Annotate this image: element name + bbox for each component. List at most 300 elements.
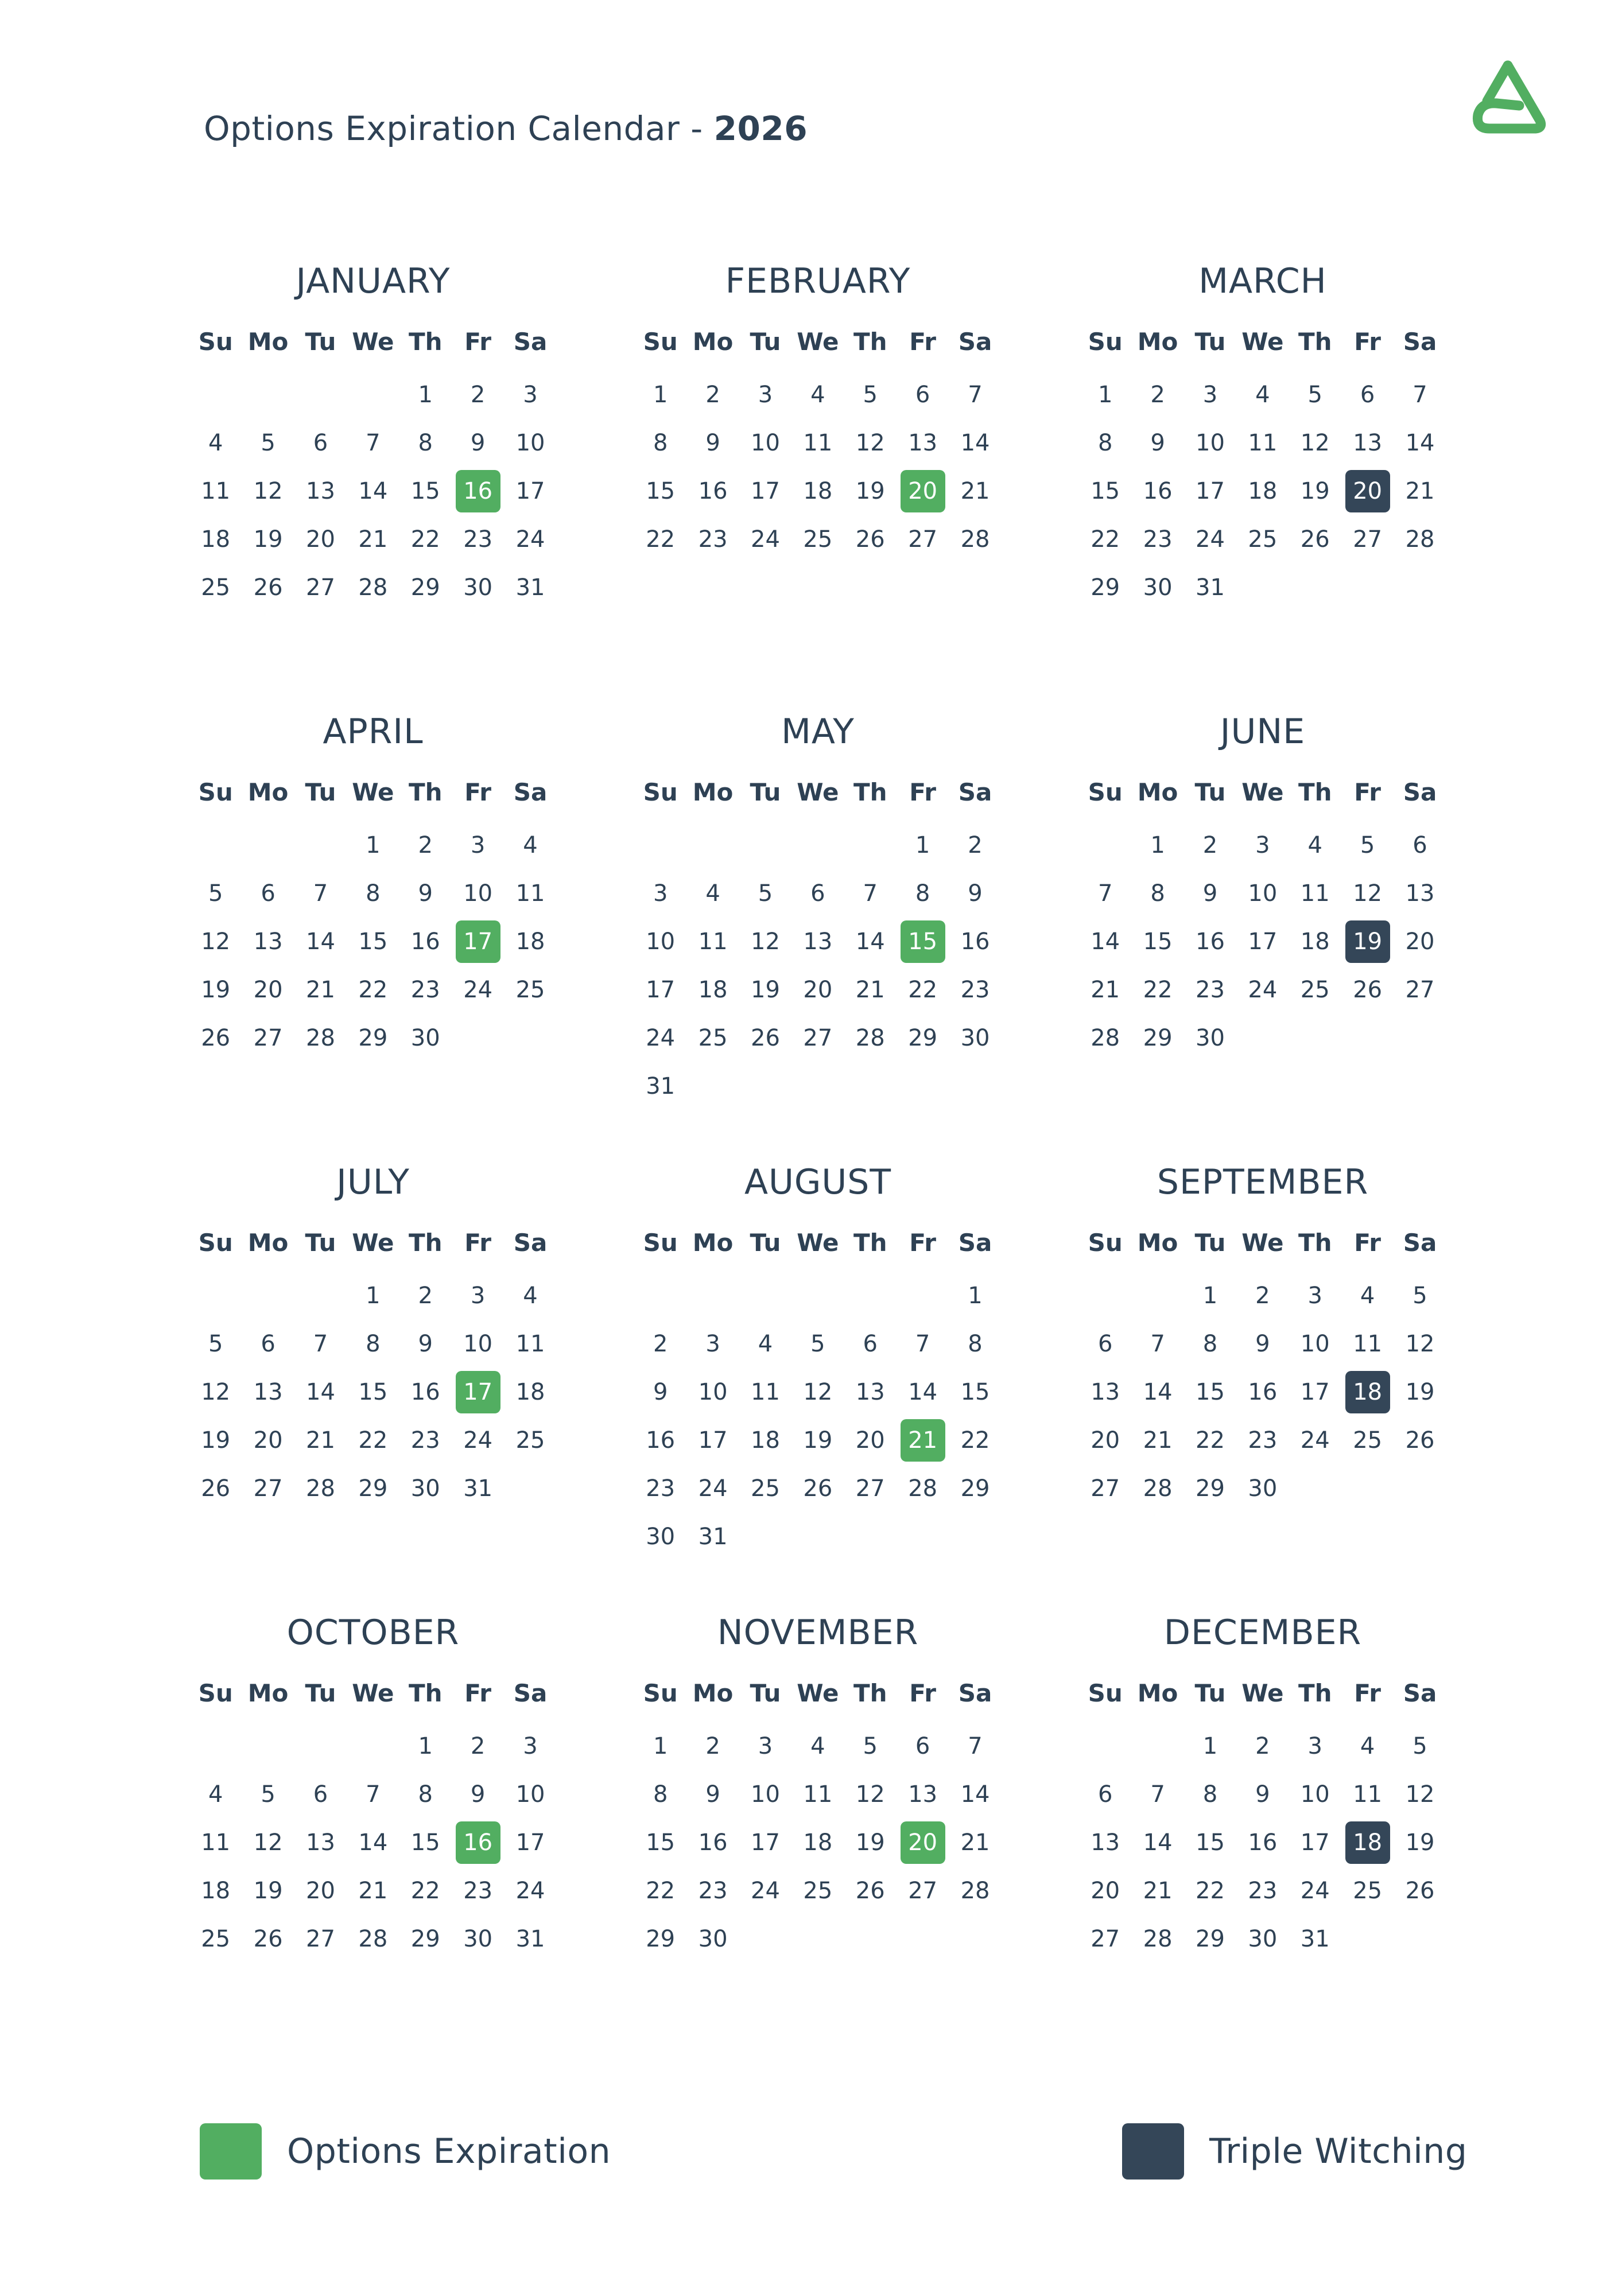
day-cell <box>634 1464 686 1513</box>
day-grid <box>634 821 1002 1110</box>
day-cell <box>504 515 556 564</box>
weekday-label: Th <box>408 327 443 356</box>
weekday-label: Su <box>1088 1228 1123 1257</box>
day-cell <box>294 1915 347 1963</box>
day-cell <box>399 1464 452 1513</box>
day-cell <box>1131 1867 1183 1915</box>
day-number: 30 <box>1248 1475 1278 1502</box>
month-july <box>189 1159 557 1513</box>
day-number: 27 <box>253 1025 283 1051</box>
day-number: 6 <box>313 430 328 456</box>
day-number: 7 <box>366 430 381 456</box>
day-number: 13 <box>1405 880 1435 907</box>
day-cell <box>949 1819 1001 1867</box>
month-name: SEPTEMBER <box>1157 1162 1369 1202</box>
weekday-label: Su <box>198 327 233 356</box>
day-number: 21 <box>306 1427 335 1454</box>
day-cell <box>949 1272 1001 1320</box>
weekday-label: Fr <box>464 1679 491 1707</box>
day-cell <box>949 1320 1001 1368</box>
day-number: 27 <box>306 574 335 601</box>
weekday-label: We <box>1241 327 1284 356</box>
day-cell <box>294 918 347 966</box>
weekday-label: Mo <box>247 778 289 806</box>
day-number: 25 <box>201 574 231 601</box>
day-number: 3 <box>1307 1283 1322 1309</box>
empty-cell <box>242 371 294 419</box>
day-cell <box>739 371 791 419</box>
month-name: DECEMBER <box>1163 1613 1362 1653</box>
day-cell <box>1079 1915 1131 1963</box>
day-number: 26 <box>751 1025 780 1051</box>
weekday-label: Sa <box>1403 327 1437 356</box>
day-number: 7 <box>366 1781 381 1808</box>
day-cell <box>634 1722 686 1770</box>
day-number: 29 <box>410 574 440 601</box>
weekday-label: Su <box>643 1228 678 1257</box>
day-number: 23 <box>463 1878 493 1904</box>
weekday-label: Tu <box>1194 1228 1226 1257</box>
day-cell <box>1289 966 1341 1014</box>
day-options-expiration: 17 <box>456 1371 500 1413</box>
day-number: 7 <box>1150 1781 1165 1808</box>
weekday-label: Su <box>643 1679 678 1707</box>
day-cell <box>1289 821 1341 869</box>
day-number: 19 <box>855 1829 885 1856</box>
day-number: 19 <box>855 478 885 504</box>
weekday-label: We <box>797 1679 839 1707</box>
day-number: 26 <box>1353 977 1383 1003</box>
day-number: 12 <box>1353 880 1383 907</box>
page-title <box>204 109 808 148</box>
day-number: 24 <box>1300 1878 1330 1904</box>
day-cell <box>739 1722 791 1770</box>
day-cell <box>739 1819 791 1867</box>
day-cell <box>399 1915 452 1963</box>
day-cell <box>1079 918 1131 966</box>
day-cell <box>1184 1915 1236 1963</box>
day-cell <box>949 419 1001 467</box>
weekday-header <box>634 771 1002 813</box>
day-cell <box>949 1867 1001 1915</box>
day-number: 21 <box>960 1829 990 1856</box>
day-cell <box>739 869 791 918</box>
day-number: 19 <box>751 977 780 1003</box>
day-cell <box>347 564 399 612</box>
day-cell <box>1394 1272 1446 1320</box>
day-cell <box>739 1014 791 1062</box>
day-number: 25 <box>515 977 545 1003</box>
day-cell <box>844 1464 897 1513</box>
day-cell <box>1131 1915 1183 1963</box>
day-number: 16 <box>410 928 440 955</box>
day-number: 16 <box>960 928 990 955</box>
day-number: 21 <box>1091 977 1120 1003</box>
day-cell <box>1394 1368 1446 1416</box>
day-cell <box>897 1464 949 1513</box>
day-cell <box>686 1770 739 1819</box>
day-cell <box>1236 1272 1289 1320</box>
day-number: 28 <box>1143 1475 1173 1502</box>
empty-cell <box>1079 1722 1131 1770</box>
weekday-label: Tu <box>305 1228 336 1257</box>
day-cell <box>399 821 452 869</box>
day-cell <box>1236 1368 1289 1416</box>
month-march <box>1079 258 1446 612</box>
day-number: 9 <box>1150 430 1165 456</box>
weekday-label: Fr <box>1354 778 1381 806</box>
weekday-header <box>1079 320 1446 363</box>
weekday-label: Sa <box>1403 1228 1437 1257</box>
empty-cell <box>791 1272 844 1320</box>
day-number: 19 <box>1405 1379 1435 1405</box>
day-cell <box>189 1416 242 1464</box>
day-cell <box>347 1272 399 1320</box>
day-cell <box>399 1272 452 1320</box>
day-number: 7 <box>313 880 328 907</box>
day-number: 12 <box>1405 1331 1435 1357</box>
day-cell <box>1184 869 1236 918</box>
day-number: 11 <box>515 1331 545 1357</box>
weekday-label: Su <box>1088 1679 1123 1707</box>
legend-swatch-green <box>200 2123 262 2180</box>
day-number: 17 <box>698 1427 728 1454</box>
day-number: 12 <box>751 928 780 955</box>
day-cell <box>686 1014 739 1062</box>
day-number: 30 <box>1196 1025 1225 1051</box>
empty-cell <box>189 1272 242 1320</box>
day-cell <box>1236 1464 1289 1513</box>
day-number: 23 <box>410 977 440 1003</box>
day-cell <box>634 869 686 918</box>
day-cell <box>294 1464 347 1513</box>
day-cell <box>1394 1867 1446 1915</box>
day-number: 11 <box>201 478 231 504</box>
day-number: 28 <box>1091 1025 1120 1051</box>
day-cell <box>189 467 242 515</box>
weekday-label: Su <box>198 1679 233 1707</box>
weekday-label: Tu <box>305 1679 336 1707</box>
day-cell <box>452 564 504 612</box>
weekday-label: Sa <box>1403 778 1437 806</box>
weekday-label: Sa <box>958 327 992 356</box>
day-cell <box>452 869 504 918</box>
day-number: 14 <box>960 1781 990 1808</box>
day-cell <box>791 371 844 419</box>
day-number: 24 <box>515 1878 545 1904</box>
day-cell <box>1131 1464 1183 1513</box>
day-number: 25 <box>201 1926 231 1952</box>
day-cell <box>242 966 294 1014</box>
day-number: 6 <box>313 1781 328 1808</box>
day-cell <box>1341 1867 1394 1915</box>
day-number: 17 <box>1196 478 1225 504</box>
day-options-expiration: 16 <box>456 470 500 512</box>
day-cell <box>452 467 504 515</box>
day-cell <box>1131 1368 1183 1416</box>
weekday-label: Mo <box>247 1679 289 1707</box>
day-number: 26 <box>1405 1427 1435 1454</box>
weekday-label: Fr <box>464 327 491 356</box>
day-cell <box>949 1014 1001 1062</box>
day-cell <box>1341 1320 1394 1368</box>
day-cell <box>1236 419 1289 467</box>
day-number: 2 <box>1202 832 1218 858</box>
month-november <box>634 1610 1002 1963</box>
day-cell <box>1341 1722 1394 1770</box>
day-number: 9 <box>1255 1781 1270 1808</box>
day-number: 11 <box>1353 1781 1383 1808</box>
day-number: 25 <box>751 1475 780 1502</box>
brand-triangle-logo-icon <box>1466 57 1550 135</box>
day-number: 27 <box>1405 977 1435 1003</box>
day-number: 17 <box>751 478 780 504</box>
day-cell <box>844 1722 897 1770</box>
day-number: 4 <box>810 1733 825 1759</box>
day-number: 18 <box>515 1379 545 1405</box>
day-number: 9 <box>1255 1331 1270 1357</box>
month-name: OCTOBER <box>286 1613 460 1653</box>
day-cell <box>791 1867 844 1915</box>
day-number: 31 <box>515 1926 545 1952</box>
day-number: 26 <box>201 1025 231 1051</box>
day-number: 3 <box>705 1331 720 1357</box>
empty-cell <box>1131 1272 1183 1320</box>
day-cell <box>1341 918 1394 966</box>
day-number: 11 <box>1353 1331 1383 1357</box>
day-number: 23 <box>698 1878 728 1904</box>
day-cell <box>686 869 739 918</box>
empty-cell <box>242 1722 294 1770</box>
day-cell <box>294 1867 347 1915</box>
day-number: 22 <box>410 526 440 553</box>
day-grid <box>1079 821 1446 1062</box>
day-number: 12 <box>201 1379 231 1405</box>
empty-cell <box>844 821 897 869</box>
empty-cell <box>739 821 791 869</box>
day-number: 19 <box>253 526 283 553</box>
day-number: 19 <box>201 977 231 1003</box>
day-number: 8 <box>968 1331 983 1357</box>
day-cell <box>347 821 399 869</box>
empty-cell <box>686 821 739 869</box>
day-cell <box>1131 1770 1183 1819</box>
day-number: 3 <box>1202 382 1218 408</box>
day-cell <box>504 918 556 966</box>
day-number: 15 <box>1196 1829 1225 1856</box>
weekday-label: Th <box>408 1679 443 1707</box>
day-cell <box>1184 1416 1236 1464</box>
day-cell <box>242 467 294 515</box>
day-number: 21 <box>358 1878 388 1904</box>
day-number: 9 <box>418 1331 433 1357</box>
day-number: 24 <box>1248 977 1278 1003</box>
day-cell <box>452 1722 504 1770</box>
day-cell <box>897 1819 949 1867</box>
day-cell <box>1184 1464 1236 1513</box>
day-number: 1 <box>915 832 930 858</box>
month-june <box>1079 709 1446 1062</box>
day-cell <box>189 564 242 612</box>
day-cell <box>189 1819 242 1867</box>
day-number: 11 <box>698 928 728 955</box>
day-number: 22 <box>1143 977 1173 1003</box>
day-number: 14 <box>1091 928 1120 955</box>
day-grid <box>1079 1272 1446 1513</box>
day-cell <box>1236 1416 1289 1464</box>
day-cell <box>739 1867 791 1915</box>
day-number: 13 <box>306 478 335 504</box>
day-number: 3 <box>758 382 773 408</box>
day-cell <box>739 467 791 515</box>
day-cell <box>1131 467 1183 515</box>
day-number: 6 <box>261 880 275 907</box>
day-cell <box>242 869 294 918</box>
day-grid <box>634 371 1002 564</box>
day-cell <box>1184 1272 1236 1320</box>
day-number: 8 <box>1150 880 1165 907</box>
day-cell <box>1079 966 1131 1014</box>
empty-cell <box>189 1722 242 1770</box>
day-cell <box>452 419 504 467</box>
day-number: 5 <box>1360 832 1375 858</box>
day-cell <box>504 371 556 419</box>
day-number: 8 <box>1202 1781 1218 1808</box>
day-cell <box>1131 869 1183 918</box>
day-cell <box>1289 1819 1341 1867</box>
day-cell <box>242 1770 294 1819</box>
month-name: APRIL <box>323 712 424 752</box>
day-cell <box>1289 1320 1341 1368</box>
day-cell <box>1341 515 1394 564</box>
day-number: 23 <box>698 526 728 553</box>
day-cell <box>504 1368 556 1416</box>
day-cell <box>949 869 1001 918</box>
month-name: AUGUST <box>744 1162 892 1202</box>
day-number: 4 <box>208 430 223 456</box>
day-triple-witching: 20 <box>1345 470 1390 512</box>
empty-cell <box>294 1272 347 1320</box>
day-number: 22 <box>646 1878 676 1904</box>
title-year: 2026 <box>713 109 808 148</box>
day-number: 1 <box>1202 1283 1218 1309</box>
day-number: 1 <box>1150 832 1165 858</box>
day-number: 10 <box>1196 430 1225 456</box>
day-cell <box>686 1867 739 1915</box>
day-number: 5 <box>863 382 878 408</box>
day-number: 27 <box>803 1025 833 1051</box>
day-cell <box>452 1272 504 1320</box>
legend-swatch-dark <box>1122 2123 1184 2180</box>
weekday-label: Su <box>1088 778 1123 806</box>
day-cell <box>1131 1320 1183 1368</box>
day-cell <box>634 419 686 467</box>
day-cell <box>1131 419 1183 467</box>
day-cell <box>634 1062 686 1110</box>
day-number: 17 <box>515 1829 545 1856</box>
day-cell <box>504 1819 556 1867</box>
day-cell <box>634 515 686 564</box>
day-cell <box>1289 1272 1341 1320</box>
day-cell <box>294 564 347 612</box>
day-cell <box>1079 1770 1131 1819</box>
day-cell <box>949 918 1001 966</box>
day-cell <box>1394 821 1446 869</box>
day-cell <box>686 1819 739 1867</box>
day-number: 20 <box>253 977 283 1003</box>
weekday-label: Th <box>1298 1228 1332 1257</box>
day-cell <box>1236 1722 1289 1770</box>
day-number: 8 <box>653 1781 668 1808</box>
day-cell <box>399 467 452 515</box>
weekday-header <box>634 1672 1002 1714</box>
legend-triple-witching <box>1122 2123 1467 2180</box>
day-cell <box>294 966 347 1014</box>
day-cell <box>634 1819 686 1867</box>
day-number: 4 <box>1255 382 1270 408</box>
day-number: 13 <box>306 1829 335 1856</box>
day-number: 7 <box>915 1331 930 1357</box>
day-cell <box>294 467 347 515</box>
day-number: 5 <box>261 1781 275 1808</box>
day-number: 7 <box>1413 382 1427 408</box>
day-cell <box>686 966 739 1014</box>
day-cell <box>504 1867 556 1915</box>
day-cell <box>242 1416 294 1464</box>
day-number: 7 <box>1150 1331 1165 1357</box>
day-number: 15 <box>646 1829 676 1856</box>
day-number: 26 <box>253 574 283 601</box>
day-cell <box>189 419 242 467</box>
weekday-header <box>1079 771 1446 813</box>
day-cell <box>242 564 294 612</box>
day-cell <box>791 1464 844 1513</box>
day-number: 2 <box>653 1331 668 1357</box>
weekday-label: Th <box>853 1228 887 1257</box>
day-cell <box>949 1464 1001 1513</box>
day-cell <box>1341 419 1394 467</box>
day-number: 6 <box>1360 382 1375 408</box>
day-number: 10 <box>751 430 780 456</box>
day-options-expiration: 20 <box>901 1821 945 1864</box>
day-cell <box>897 1014 949 1062</box>
day-number: 18 <box>1248 478 1278 504</box>
day-cell <box>347 1819 399 1867</box>
weekday-header <box>189 320 557 363</box>
day-number: 10 <box>751 1781 780 1808</box>
day-cell <box>791 515 844 564</box>
day-number: 23 <box>960 977 990 1003</box>
day-number: 29 <box>1196 1475 1225 1502</box>
day-cell <box>634 1320 686 1368</box>
day-cell <box>452 1416 504 1464</box>
day-cell <box>1184 1770 1236 1819</box>
day-number: 1 <box>366 832 381 858</box>
day-cell <box>399 966 452 1014</box>
day-cell <box>844 419 897 467</box>
day-cell <box>1341 1416 1394 1464</box>
day-cell <box>1289 918 1341 966</box>
day-cell <box>1394 918 1446 966</box>
day-cell <box>897 1368 949 1416</box>
day-cell <box>242 1867 294 1915</box>
day-number: 22 <box>908 977 938 1003</box>
weekday-label: Sa <box>513 1679 548 1707</box>
day-number: 3 <box>523 382 538 408</box>
weekday-label: Th <box>853 327 887 356</box>
weekday-label: We <box>797 778 839 806</box>
day-cell <box>294 869 347 918</box>
